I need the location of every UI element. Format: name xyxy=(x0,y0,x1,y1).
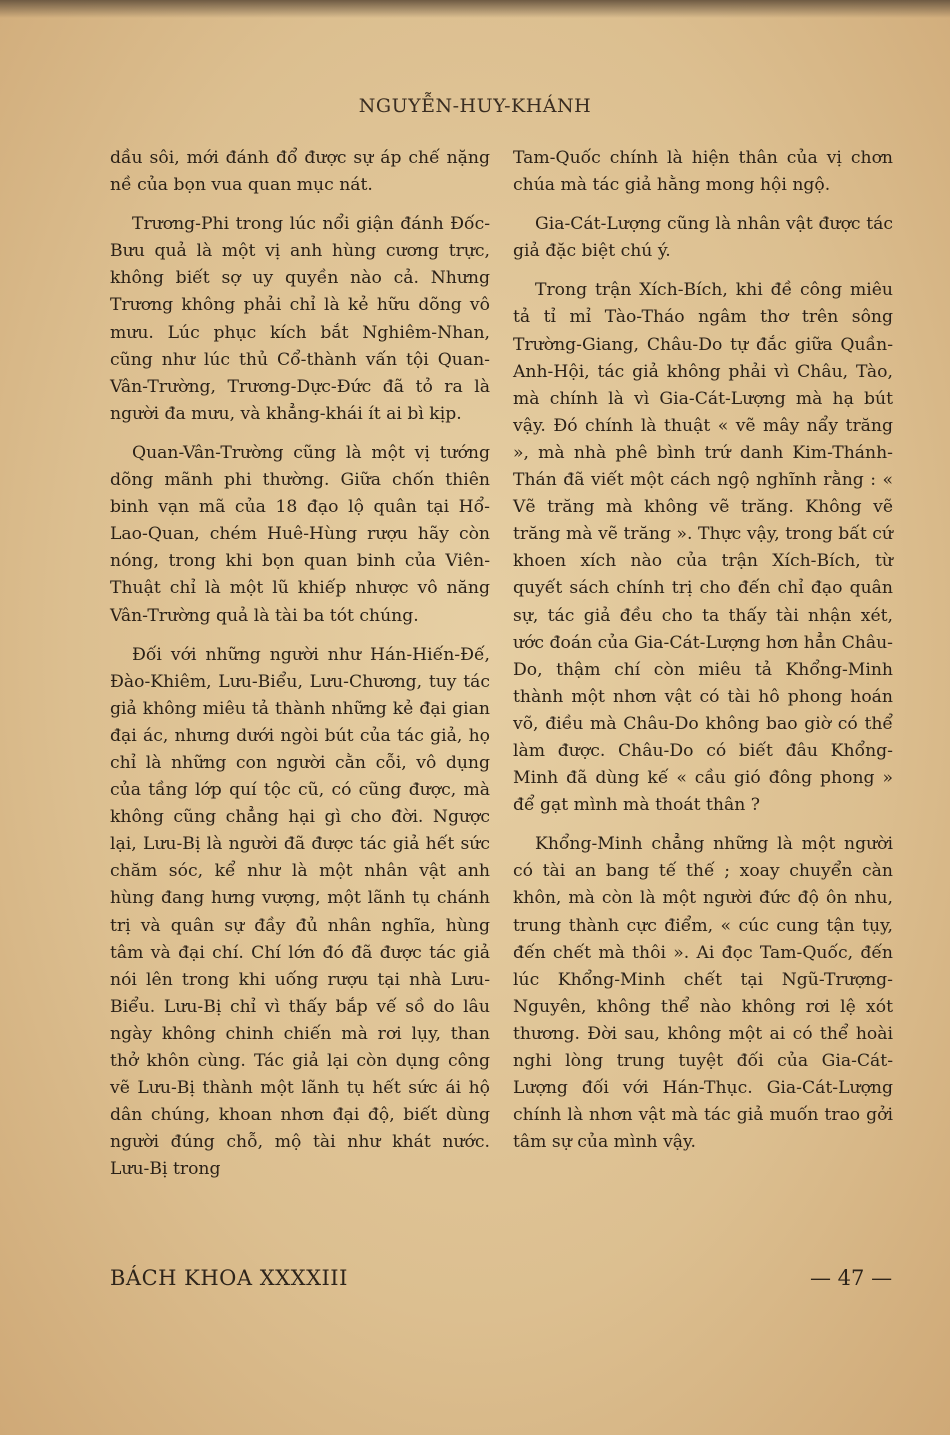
paragraph: Gia-Cát-Lượng cũng là nhân vật được tác giả đặc biệt chú ý. xyxy=(513,214,893,262)
paragraph: Đối với những người như Hán-Hiến-Đế, Đào-Khiêm, Lưu-Biểu, Lưu-Chương, tuy tác giả không miêu tả thành những kẻ đại gian đại ác, nhưng dưới ngòi bút của tác giả, họ chỉ là những con người cằn cỗi, vô dụng của tầng lớp quí tộc cũ, có cũng được, mà không cũng chẳng hại gì cho đời. Ngược lại, Lưu-Bị là người đã được tác giả hết sức chăm sóc, kể như là một nhân vật anh hùng đang hưng vượng, một lãnh tụ chánh trị và quân sự đầy đủ nhân nghĩa, hùng tâm và đại chí. Chí lớn đó đã được tác giả nói lên trong khi uống rượu tại nhà Lưu-Biểu. Lưu-Bị chỉ vì thấy bắp vế sồ do lâu ngày không chinh chiến mà rơi lụy, than thở khôn cùng. Tác giả lại còn dụng công vẽ Lưu-Bị thành một lãnh tụ hết sức ái hộ dân chúng, khoan nhơn đại độ, biết dùng người đúng chỗ, mộ tài như khát nước. Lưu-Bị trong xyxy=(110,644,490,1180)
paragraph: Tam-Quốc chính là hiện thân của vị chơn chúa mà tác giả hằng mong hội ngộ. xyxy=(513,148,893,196)
paragraph: Quan-Vân-Trường cũng là một vị tướng dõng mãnh phi thường. Giữa chốn thiên binh vạn mã của 18 đạo lộ quân tại Hổ-Lao-Quan, chém Huê-Hùng rượu hãy còn nóng, trong khi bọn quan binh của Viên-Thuật chỉ là một lũ khiếp nhược vô năng Vân-Trường quả là tài ba tót chúng. xyxy=(110,442,490,626)
paragraph: dầu sôi, mới đánh đổ được sự áp chế nặng nề của bọn vua quan mục nát. xyxy=(110,148,490,196)
paragraph: Trương-Phi trong lúc nổi giận đánh Đốc-Bưu quả là một vị anh hùng cương trực, không biết sợ uy quyền nào cả. Nhưng Trương không phải chỉ là kẻ hữu dõng vô mưu. Lúc phục kích bắt Nghiêm-Nhan, cũng như lúc thủ Cổ-thành vấn tội Quan-Vân-Trường, Trương-Dực-Đức đã tỏ ra là người đa mưu, và khẳng-khái ít ai bì kịp. xyxy=(110,214,490,424)
left-column xyxy=(110,145,490,1195)
page-number: — 47 — xyxy=(810,1266,893,1290)
paragraph: Trong trận Xích-Bích, khi đề công miêu tả tỉ mỉ Tào-Tháo ngâm thơ trên sông Trường-Giang, Châu-Do tự đắc giữa Quần-Anh-Hội, tác giả không phải vì Châu, Tào, mà chính là vì Gia-Cát-Lượng mà hạ bút vậy. Đó chính là thuật « vẽ mây nẩy trăng », mà nhà phê bình trứ danh Kim-Thánh-Thán đã viết một cách ngộ nghĩnh rằng : « Vẽ trăng mà không vẽ trăng. Không vẽ trăng mà vẽ trăng ». Thực vậy, trong bất cứ khoen xích nào của trận Xích-Bích, từ quyết sách chính trị cho đến chỉ đạo quân sự, tác giả đều cho ta thấy tài nhận xét, ước đoán của Gia-Cát-Lượng hơn hẳn Châu-Do, thậm chí còn miêu tả Khổng-Minh thành một nhơn vật có tài hô phong hoán võ, điều mà Châu-Do không bao giờ có thể làm được. Châu-Do có biết đâu Khổng-Minh đã dùng kế « cầu gió đông phong » để gạt mình mà thoát thân ? xyxy=(513,280,893,816)
paragraph: Khổng-Minh chẳng những là một người có tài an bang tế thế ; xoay chuyển càn khôn, mà còn là một người đức độ ôn nhu, trung thành cực điểm, « cúc cung tận tụy, đến chết mà thôi ». Ai đọc Tam-Quốc, đến lúc Khổng-Minh chết tại Ngũ-Trượng-Nguyên, không thể nào không rơi lệ xót thương. Đời sau, không một ai có thể hoài nghi lòng trung tuyệt đối của Gia-Cát-Lượng đối với Hán-Thục. Gia-Cát-Lượng chính là nhơn vật mà tác giả muốn trao gởi tâm sự của mình vậy. xyxy=(513,834,893,1153)
right-column xyxy=(513,145,893,1168)
running-header: NGUYỄN-HUY-KHÁNH xyxy=(358,95,592,117)
publication-footer: BÁCH KHOA XXXXIII xyxy=(110,1266,348,1290)
